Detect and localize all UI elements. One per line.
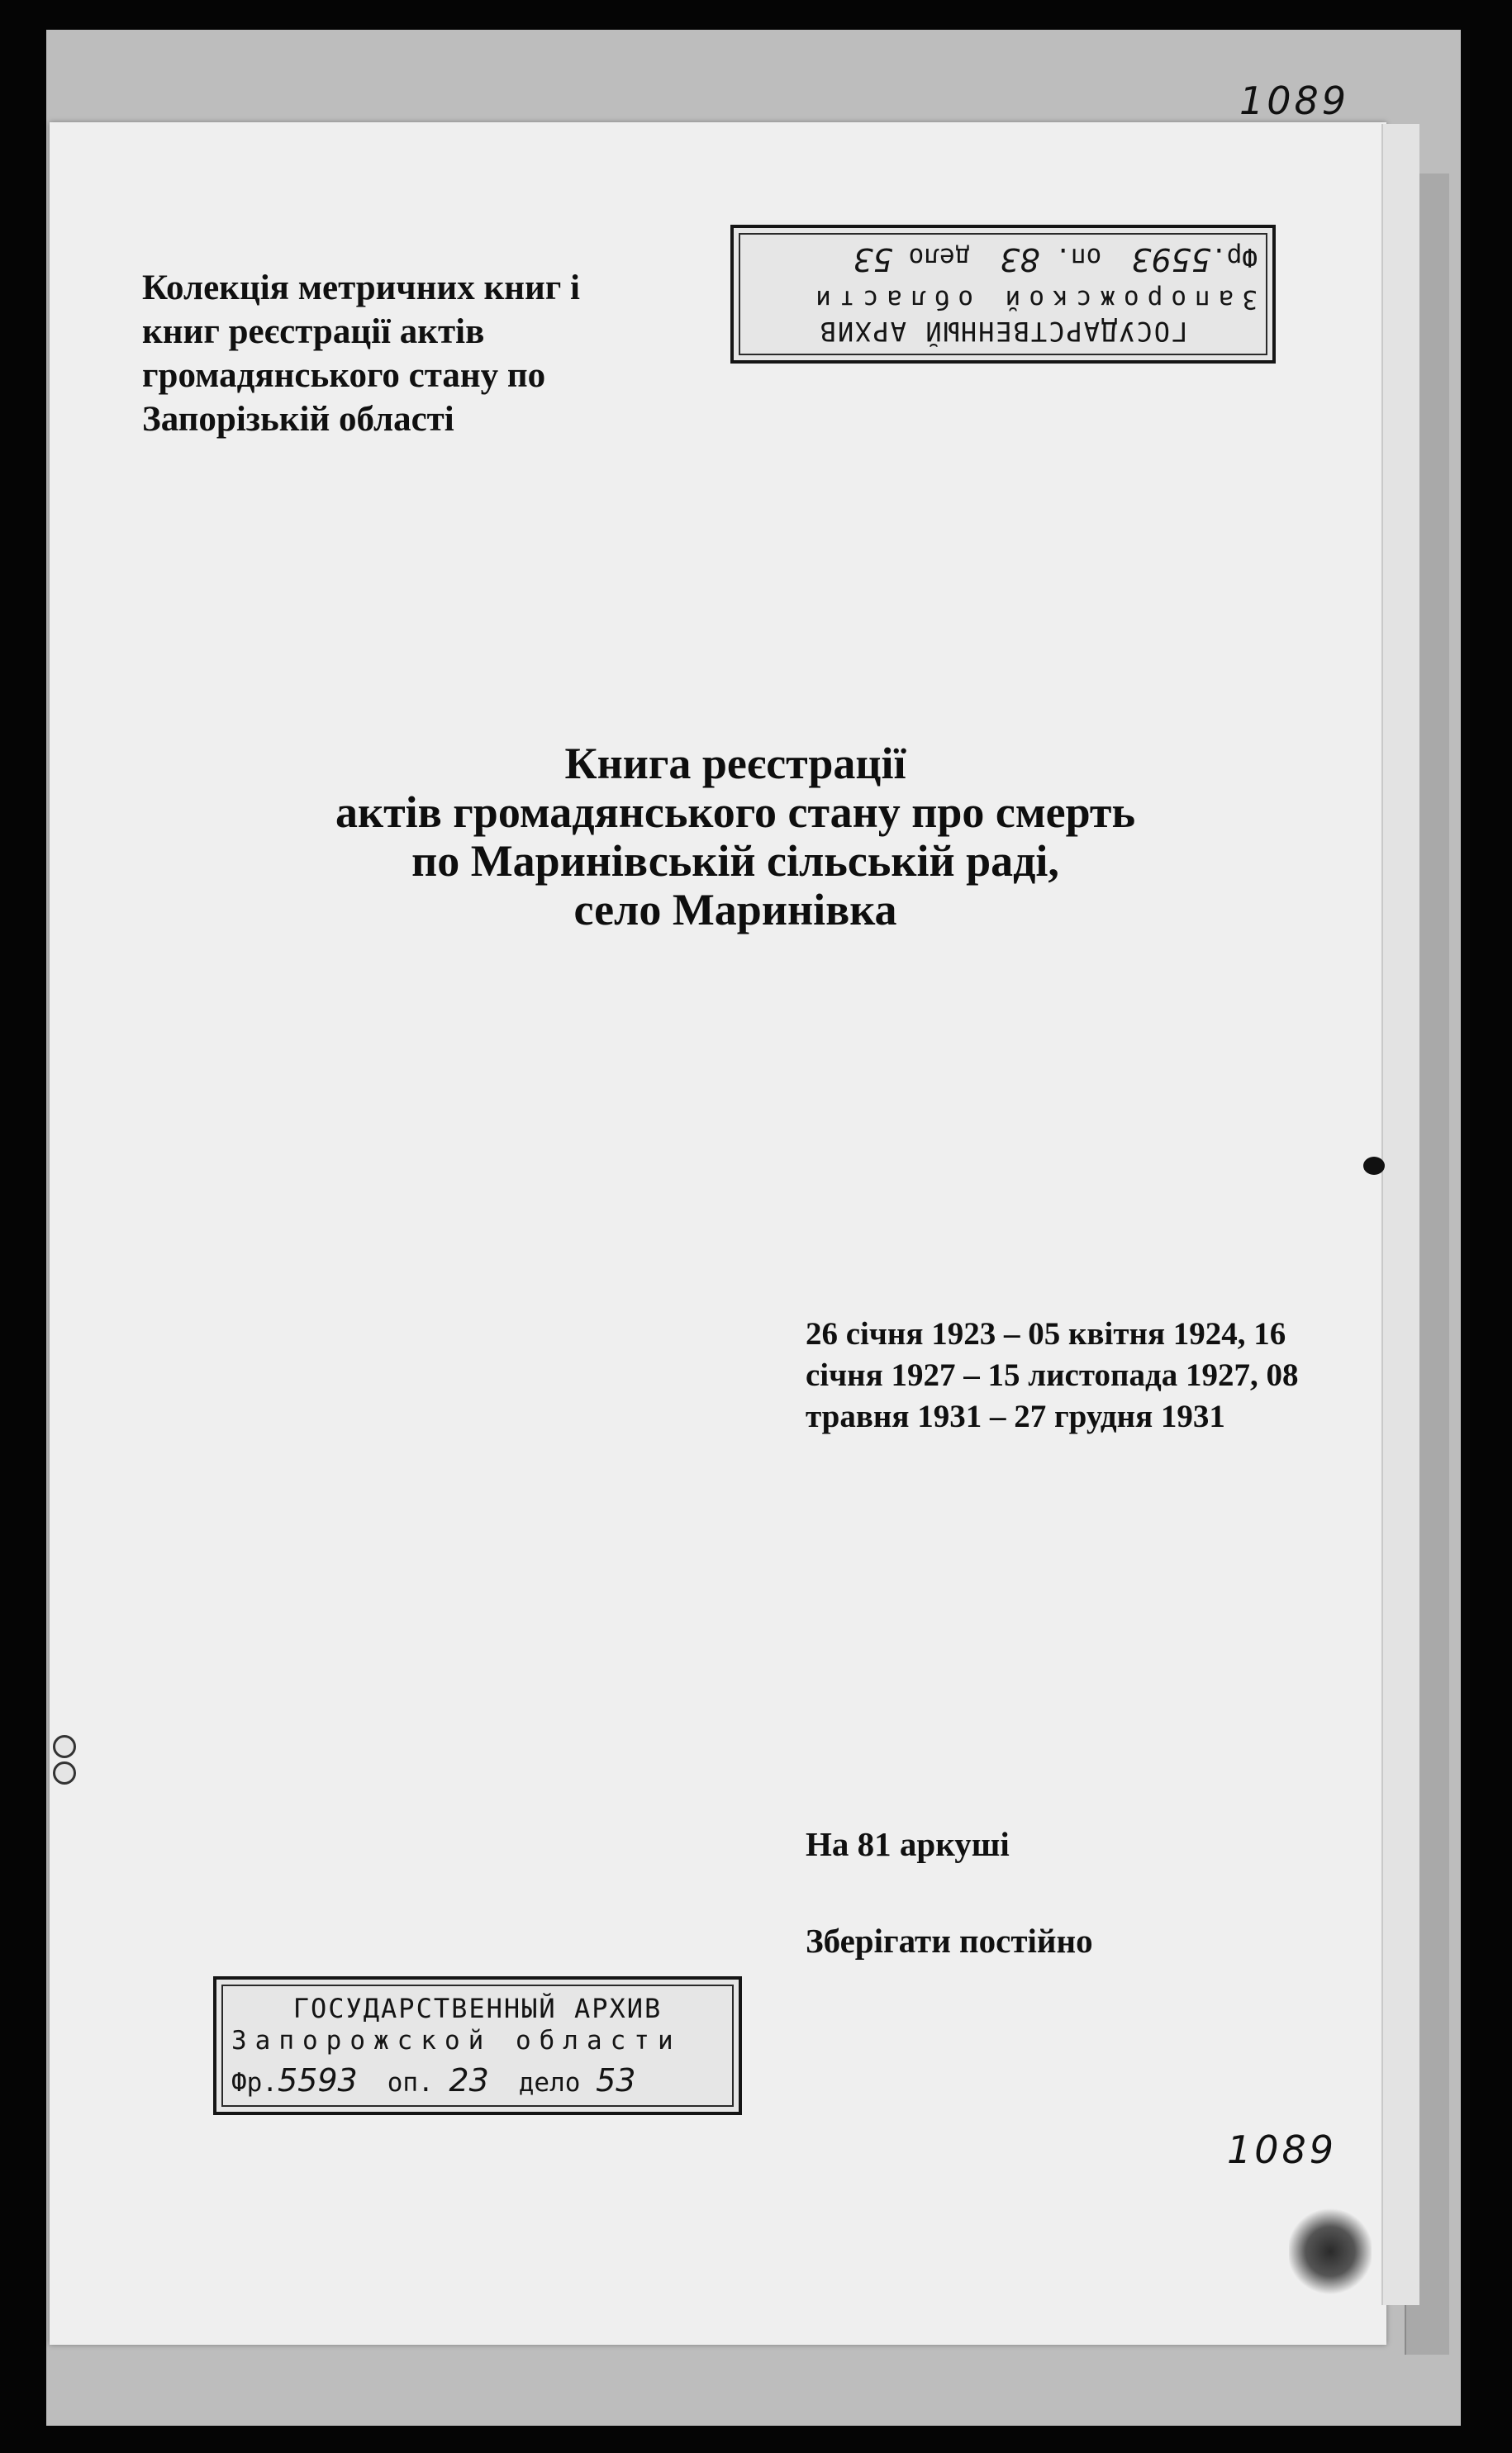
stamp-delo-label: дело	[908, 242, 971, 272]
stamp-region: Запорожской области	[807, 284, 1258, 314]
stamp-reference	[231, 2062, 724, 2099]
stamp-archive-name: ГОСУДАРСТВЕННЫЙ АРХИВ	[292, 1993, 663, 2024]
stamp-fond-label: Фр.	[231, 2068, 278, 2098]
binding-holes	[53, 1735, 84, 1801]
book-title	[231, 739, 1239, 934]
title-line: село Маринівка	[573, 885, 897, 934]
collection-line: Запорізькій області	[142, 400, 454, 439]
stamp-opis-label: оп.	[1055, 242, 1102, 272]
stamp-fond: 5593	[278, 2062, 358, 2099]
stamp-delo: 53	[596, 2062, 636, 2099]
title-line: по Маринівській сільській раді,	[411, 836, 1059, 886]
paper-damage	[1289, 2206, 1372, 2297]
stamp-opis: 23	[449, 2062, 489, 2099]
stamp-fond: 5593	[1131, 241, 1211, 278]
stamp-delo: 53	[853, 241, 893, 278]
stamp-opis: 83	[1000, 241, 1040, 278]
archive-stamp-bottom	[213, 1976, 742, 2115]
archive-number-top: 1089	[1239, 78, 1350, 123]
sheet-count: На 81 аркуші	[806, 1825, 1010, 1863]
stamp-fond-label: Фр.	[1211, 242, 1258, 272]
date-range	[806, 1314, 1400, 1438]
page-edge	[1381, 124, 1419, 2305]
stamp-delo-label: дело	[518, 2068, 581, 2098]
date-line: 26 січня 1923 – 05 квітня 1924, 16	[806, 1316, 1286, 1352]
stamp-archive-name: ГОСУДАРСТВЕННЫЙ АРХИВ	[818, 316, 1188, 347]
stamp-region: Запорожской области	[231, 2026, 682, 2056]
retention-note: Зберігати постійно	[806, 1922, 1093, 1960]
archive-number-bottom: 1089	[1227, 2127, 1338, 2172]
date-line: січня 1927 – 15 листопада 1927, 08	[806, 1357, 1299, 1393]
archive-stamp-top	[730, 225, 1276, 364]
date-line: травня 1931 – 27 грудня 1931	[806, 1399, 1225, 1434]
collection-heading	[142, 266, 671, 441]
title-line: Книга реєстрації	[564, 739, 906, 788]
stamp-reference	[749, 241, 1258, 278]
collection-line: громадянського стану по	[142, 356, 546, 395]
title-line: актів громадянського стану про смерть	[335, 787, 1136, 837]
collection-line: книг реєстрації актів	[142, 312, 485, 351]
ink-spot	[1363, 1157, 1385, 1175]
stamp-opis-label: оп.	[387, 2068, 434, 2098]
collection-line: Колекція метричних книг і	[142, 269, 581, 307]
